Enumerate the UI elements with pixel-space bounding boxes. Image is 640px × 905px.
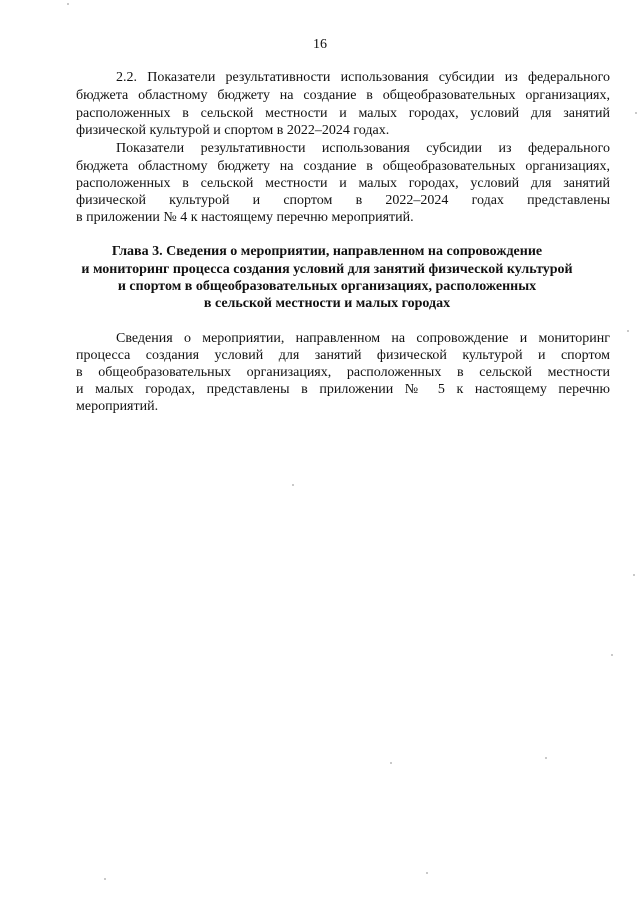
page-number: 16 bbox=[313, 37, 327, 52]
text-line: бюджета областному бюджету на создание в общеобразовательных организациях, bbox=[76, 88, 610, 103]
text-line: в приложении № 4 к настоящему перечню мероприятий. bbox=[76, 210, 414, 225]
heading-line: в сельской местности и малых городах bbox=[203, 296, 451, 311]
scan-speck bbox=[67, 3, 69, 5]
scan-speck bbox=[390, 762, 392, 764]
scan-speck bbox=[633, 574, 635, 576]
text-line: физической культурой и спортом в 2022–2024 годах представлены bbox=[76, 193, 610, 208]
text-line: 2.2. Показатели результативности использования субсидии из федерального bbox=[116, 70, 610, 85]
scan-speck bbox=[635, 112, 637, 114]
text-line: Показатели результативности использования субсидии из федерального bbox=[116, 141, 610, 156]
heading-line: и спортом в общеобразовательных организациях, расположенных bbox=[117, 279, 537, 294]
text-line: в общеобразовательных организациях, расположенных в сельской местности bbox=[76, 365, 610, 380]
text-line: Сведения о мероприятии, направленном на сопровождение и мониторинг bbox=[116, 331, 610, 346]
scan-speck bbox=[611, 654, 613, 656]
text-line: бюджета областному бюджету на создание в общеобразовательных организациях, bbox=[76, 159, 610, 174]
text-line: процесса создания условий для занятий физической культурой и спортом bbox=[76, 348, 610, 363]
scan-speck bbox=[426, 872, 428, 874]
scan-speck bbox=[545, 757, 547, 759]
scan-speck bbox=[104, 878, 106, 880]
text-line: и малых городах, представлены в приложении № 5 к настоящему перечню bbox=[76, 382, 610, 397]
scan-speck bbox=[292, 484, 294, 486]
text-line: расположенных в сельской местности и малых городах, условий для занятий bbox=[76, 176, 610, 191]
text-line: мероприятий. bbox=[76, 399, 159, 414]
text-line: физической культурой и спортом в 2022–2024 годах. bbox=[76, 123, 390, 138]
scan-speck bbox=[627, 330, 629, 332]
heading-line: и мониторинг процесса создания условий для занятий физической культурой bbox=[81, 262, 573, 277]
heading-line: Глава 3. Сведения о мероприятии, направленном на сопровождение bbox=[111, 244, 543, 259]
text-line: расположенных в сельской местности и малых городах, условий для занятий bbox=[76, 106, 610, 121]
